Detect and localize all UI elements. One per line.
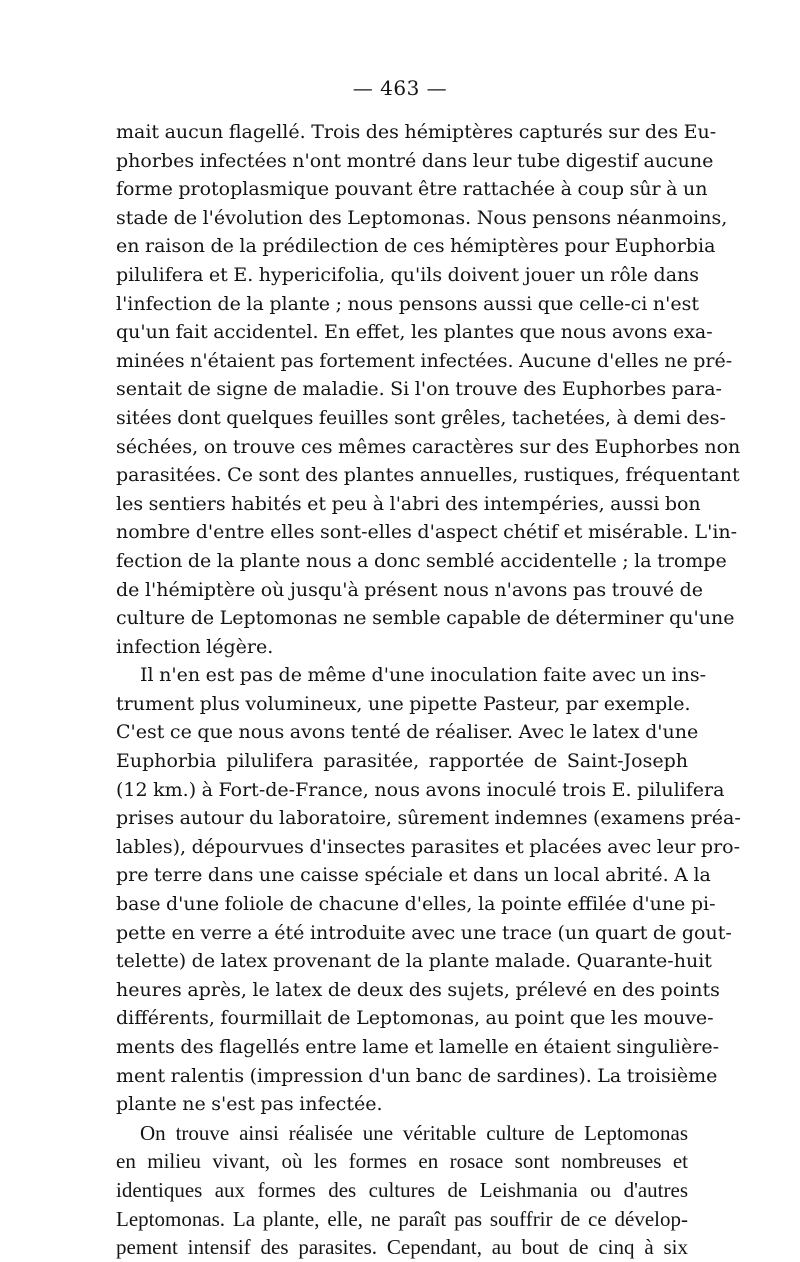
text-line: base d'une foliole de chacune d'elles, la pointe effilée d'une pi- — [116, 893, 716, 916]
text-line: (12 km.) à Fort-de-France, nous avons inoculé trois E. pilulifera — [116, 778, 725, 801]
text-line: telette) de latex provenant de la plante malade. Quarante-huit — [116, 950, 712, 973]
text-line: différents, fourmillait de Leptomonas, au point que les mouve- — [116, 1007, 714, 1030]
text-line: identiques aux formes des cultures de Leishmania ou d'autres — [116, 1177, 688, 1202]
text-line: qu'un fait accidentel. En effet, les plantes que nous avons exa- — [116, 321, 713, 344]
text-line: Leptomonas. La plante, elle, ne paraît pas souffrir de ce dévelop- — [116, 1206, 688, 1231]
paragraph-1 — [116, 118, 741, 661]
text-line: phorbes infectées n'ont montré dans leur tube digestif aucune — [116, 149, 714, 172]
body-text — [116, 118, 741, 1262]
text-line: lables), dépourvues d'insectes parasites et placées avec leur pro- — [116, 835, 741, 858]
text-line: fection de la plante nous a donc semblé accidentelle ; la trompe — [116, 549, 727, 572]
text-line: nombre d'entre elles sont-elles d'aspect chétif et misérable. L'in- — [116, 521, 738, 544]
text-line: heures après, le latex de deux des sujets, prélevé en des points — [116, 978, 720, 1001]
text-line: plante ne s'est pas infectée. — [116, 1093, 383, 1116]
text-line: pement intensif des parasites. Cependant, au bout de cinq à six — [116, 1235, 688, 1260]
text-line: Euphorbia pilulifera parasitée, rapportée de Saint-Joseph — [116, 750, 688, 773]
text-line: culture de Leptomonas ne semble capable de déterminer qu'une — [116, 607, 735, 630]
text-line: pette en verre a été introduite avec une trace (un quart de gout- — [116, 921, 732, 944]
text-line: prises autour du laboratoire, sûrement indemnes (examens préa- — [116, 807, 741, 830]
text-line: en milieu vivant, où les formes en rosace sont nombreuses et — [116, 1149, 688, 1174]
text-line: C'est ce que nous avons tenté de réaliser. Avec le latex d'une — [116, 721, 699, 744]
text-line: mait aucun flagellé. Trois des hémiptères capturés sur des Eu- — [116, 121, 717, 143]
text-line: de l'hémiptère où jusqu'à présent nous n'avons pas trouvé de — [116, 578, 703, 601]
text-line: pre terre dans une caisse spéciale et dans un local abrité. A la — [116, 864, 711, 887]
text-line: parasitées. Ce sont des plantes annuelles, rustiques, fréquentant — [116, 464, 740, 487]
text-line: forme protoplasmique pouvant être rattachée à coup sûr à un — [116, 178, 708, 201]
text-line: séchées, on trouve ces mêmes caractères sur des Euphorbes non — [116, 435, 741, 458]
text-line: en raison de la prédilection de ces hémiptères pour Euphorbia — [116, 235, 716, 258]
text-line: sentait de signe de maladie. Si l'on trouve des Euphorbes para- — [116, 378, 722, 401]
paragraph-3 — [116, 1119, 688, 1262]
text-line: stade de l'évolution des Leptomonas. Nous pensons néanmoins, — [116, 206, 728, 229]
text-line: infection légère. — [116, 635, 274, 658]
text-line: sitées dont quelques feuilles sont grêles, tachetées, à demi des- — [116, 406, 726, 429]
text-line: les sentiers habités et peu à l'abri des intempéries, aussi bon — [116, 492, 701, 515]
paragraph-2 — [116, 661, 741, 1119]
page-number: — 463 — — [352, 76, 448, 100]
text-line: l'infection de la plante ; nous pensons aussi que celle-ci n'est — [116, 292, 699, 315]
text-line: minées n'étaient pas fortement infectées. Aucune d'elles ne pré- — [116, 349, 733, 372]
text-line: trument plus volumineux, une pipette Pasteur, par exemple. — [116, 692, 691, 715]
text-line: ment ralentis (impression d'un banc de sardines). La troisième — [116, 1064, 718, 1087]
text-line: Il n'en est pas de même d'une inoculation faite avec un ins- — [140, 664, 707, 687]
text-line: On trouve ainsi réalisée une véritable culture de Leptomonas — [140, 1120, 688, 1145]
text-line: ments des flagellés entre lame et lamelle en étaient singulière- — [116, 1036, 719, 1058]
text-line: pilulifera et E. hypericifolia, qu'ils doivent jouer un rôle dans — [116, 263, 700, 286]
